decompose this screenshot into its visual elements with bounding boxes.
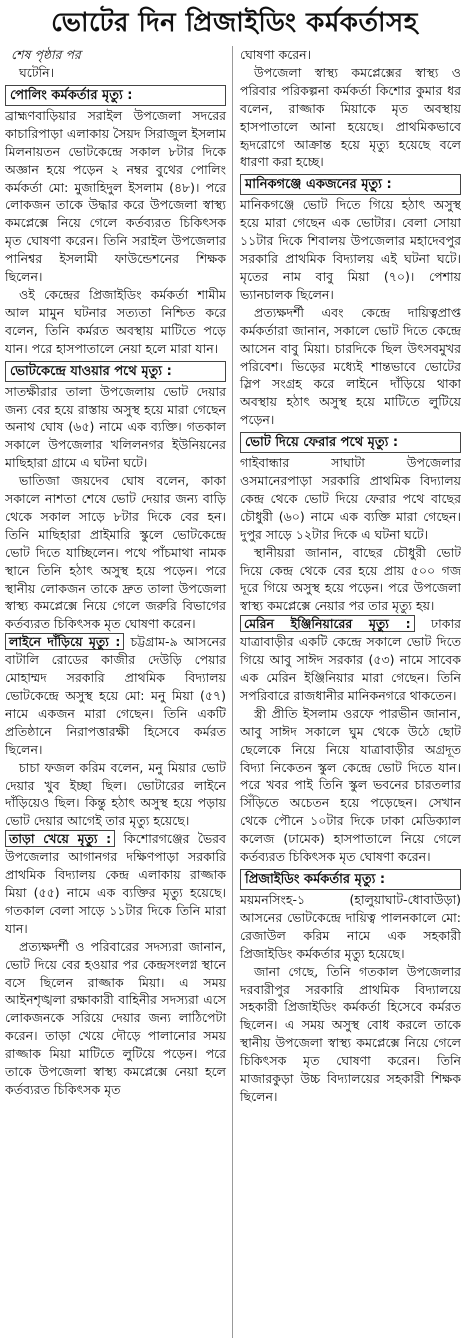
section-subheading: পোলিং কর্মকর্তার মৃত্যু :: [5, 85, 226, 106]
article-paragraph: [5, 759, 226, 831]
article-paragraph: [240, 196, 461, 303]
article-paragraph: [240, 46, 461, 64]
article-headline: ভোটের দিন প্রিজাইডিং কর্মকর্তাসহ: [51, 8, 418, 38]
article-paragraph: [5, 64, 226, 82]
article-paragraph: [5, 633, 226, 758]
article-columns: [5, 46, 464, 1338]
right-column-body: [240, 46, 461, 1106]
paragraph-text: প্রত্যক্ষদর্শী ও পরিবারের সদস্যরা জানান, ভোট দিয়ে বের হওয়ার পর কেন্দ্রসংলগ্ন স্থানে বসে ছিলেন রাজ্জাক মিয়া। এ সময় আইনশৃঙ্খলা রক্ষাকারী বাহিনীর সদস্যরা এসে লোকজনকে সরিয়ে দেয়ার জন্য লাঠিপেটা করেন। তাড়া খেয়ে দৌড়ে পালানোর সময় রাজ্জাক মিয়া মাটিতে লুটিয়ে পড়েন। পরে তাকে উপজেলা স্বাস্থ্য কমপ্লেক্সে নেয়া হলে কর্তব্যরত চিকিৎসক মৃত: [5, 938, 226, 1097]
article-paragraph: [5, 830, 226, 937]
paragraph-text: ওই কেন্দ্রের প্রিজাইডিং কর্মকর্তা শামীম আল মামুন ঘটনার সত্যতা নিশ্চিত করে বলেন, তিনি কর্মরত অবস্থায় মাটিতে পড়ে যান। পরে হাসপাতালে নেয়া হলে মারা যান।: [5, 286, 226, 356]
paragraph-text: ঘোষণা করেন।: [240, 47, 312, 62]
continued-from-note: শেষ পৃষ্ঠার পর: [11, 47, 81, 62]
section-subheading: ভোটকেন্দ্রে যাওয়ার পথে মৃত্যু :: [5, 361, 226, 382]
article-paragraph: [240, 705, 461, 866]
section-subheading: তাড়া খেয়ে মৃত্যু :: [5, 830, 115, 847]
left-column: [5, 46, 233, 1338]
article-paragraph: [240, 304, 461, 429]
section-subheading: ভোট দিয়ে ফেরার পথে মৃত্যু :: [240, 432, 461, 453]
section-subheading: মানিকগঞ্জে একজনের মৃত্যু :: [240, 174, 461, 195]
article-paragraph: [5, 107, 226, 286]
paragraph-text: মানিকগঞ্জে ভোট দিতে গিয়ে হঠাৎ অসুস্থ হয়ে মারা গেছেন এক ভোটার। বেলা সোয়া ১১টার দিকে শিবালয় উপজেলার মহাদেবপুর সরকারি প্রাথমিক বিদ্যালয় এই ঘটনা ঘটে। মৃতের নাম বাবু মিয়া (৭০)। পেশায় ভ্যানচালক ছিলেন।: [240, 197, 461, 302]
paragraph-text: ঘটেনি।: [19, 65, 55, 80]
section-subheading: লাইনে দাঁড়িয়ে মৃত্যু :: [5, 633, 124, 650]
left-column-body: [5, 64, 226, 1099]
article-paragraph: [240, 64, 461, 171]
article-paragraph: [240, 891, 461, 963]
paragraph-text: জানা গেছে, তিনি গতকাল উপজেলার দরবারীপুর সরকারি প্রাথমিক বিদ্যালয়ে সহকারী প্রিজাইডিং কর্মকর্তা হিসেবে কর্মরত ছিলেন। এ সময় অসুস্থ বোধ করলে তাকে স্থানীয় উপজেলা স্বাস্থ্য কমপ্লেক্সে নিয়ে গেলে চিকিৎসক মৃত ঘোষণা করেন। তিনি মাজারকুড়া উচ্চ বিদ্যালয়ের সহকারী শিক্ষক ছিলেন।: [240, 963, 461, 1104]
paragraph-text: চাচা ফজল করিম বলেন, মনু মিয়ার ভোট দেয়ার খুব ইচ্ছা ছিল। ভোটারের লাইনে দাঁড়িয়েও ছিল। কিন্তু হঠাৎ অসুস্থ হয়ে পড়ায় ভোট দেয়ার আগেই তার মৃত্যু হয়েছে।: [5, 759, 226, 829]
article-paragraph: [5, 938, 226, 1099]
article-paragraph: [5, 286, 226, 358]
paragraph-text: ময়মনসিংহ-১ (হালুয়াঘাট-ধোবাউড়া) আসনের ভোটকেন্দ্রে দায়িত্ব পালনকালে মো: রেজাউল করিম নামে এক সহকারী প্রিজাইডিং কর্মকর্তার মৃত্যু হয়েছে।: [240, 891, 461, 961]
paragraph-text: স্ত্রী প্রীতি ইসলাম ওরফে পারভীন জানান, আবু সাঈদ সকালে ঘুম থেকে উঠে ছোট ছেলেকে নিয়ে নিয়ে যাত্রাবাড়ীর অগ্রদূত বিদ্যা নিকেতন স্কুল কেন্দ্রে ভোট দিতে যান। পরে খবর পাই তিনি স্কুল ভবনের চারতলার সিঁড়িতে অচেতন হয়ে পড়েছেন। সেখান থেকে পৌনে ১০টার দিকে ঢাকা মেডিক্যাল কলেজ (ঢামেক) হাসপাতালে নিয়ে গেলে কর্তব্যরত চিকিৎসক মৃত ঘোষণা করেন।: [240, 705, 461, 865]
paragraph-text: ঢাকার যাত্রাবাড়ীর একটি কেন্দ্রে সকালে ভোট দিতে গিয়ে আবু সাঈদ সরকার (৫৩) নামে সাবেক এক মেরিন ইঞ্জিনিয়ার মারা গেছেন। তিনি সপরিবারে রাজধানীর মানিকনগরে থাকতেন।: [240, 616, 461, 703]
section-subheading: প্রিজাইডিং কর্মকর্তার মৃত্যু :: [240, 869, 461, 890]
right-column: [233, 46, 461, 1338]
article-paragraph: [240, 544, 461, 616]
article-paragraph: [5, 472, 226, 633]
article-paragraph: [240, 615, 461, 705]
paragraph-text: কিশোরগঞ্জের ভৈরব উপজেলার আগানগর দক্ষিণপাড়া সরকারি প্রাথমিক বিদ্যালয় কেন্দ্র এলাকায় রাজ্জাক মিয়া (৫৫) নামে এক ব্যক্তির মৃত্যু হয়েছে। গতকাল বেলা সাড়ে ১১টার দিকে তিনি মারা যান।: [5, 831, 226, 936]
paragraph-text: স্থানীয়রা জানান, বাছের চৌধুরী ভোট দিয়ে কেন্দ্র থেকে বের হয়ে প্রায় ৫০০ গজ দূরে গিয়ে অসুস্থ হয়ে পড়েন। পরে উপজেলা স্বাস্থ্য কমপ্লেক্সে নেয়ার পর তার মৃত্যু হয়।: [240, 544, 461, 614]
section-subheading: মেরিন ইঞ্জিনিয়ারের মৃত্যু :: [240, 615, 415, 632]
paragraph-text: প্রত্যক্ষদর্শী এবং কেন্দ্রে দায়িত্বপ্রাপ্ত কর্মকর্তারা জানান, সকালে ভোট দিতে কেন্দ্রে আসেন বাবু মিয়া। চারদিকে ছিল উৎসবমুখর পরিবেশ। ভিড়ের মধ্যেই শান্তভাবে ভোটের স্লিপ সংগ্রহ করে লাইনে দাঁড়িয়ে থাকা অবস্থায় হঠাৎ অসুস্থ হয়ে মাটিতে লুটিয়ে পড়েন।: [240, 304, 461, 428]
paragraph-text: ব্রাহ্মণবাড়িয়ার সরাইল উপজেলা সদরের কাচারিপাড়া এলাকায় সৈয়দ সিরাজুল ইসলাম মিলনায়তন ভোটকেন্দ্রে সকাল ৮টার দিকে অজ্ঞান হয়ে পড়েন ২ নম্বর বুথের পোলিং কর্মকর্তা মো: মুজাহিদুল ইসলাম (৪৮)। পরে লোকজন তাকে উদ্ধার করে উপজেলা স্বাস্থ্য কমপ্লেক্সে নিয়ে গেলে কর্তব্যরত চিকিৎসক মৃত ঘোষণা করেন। তিনি সরাইল উপজেলার পানিশ্বর ইসলামী ফাউন্ডেশনের শিক্ষক ছিলেন।: [5, 107, 226, 285]
article-paragraph: [5, 383, 226, 473]
article-paragraph: [240, 454, 461, 544]
paragraph-text: চট্টগ্রাম-৯ আসনের বাটালি রোডের কাজীর দেউড়ি পেয়ার মোহাম্মদ সরকারি প্রাথমিক বিদ্যালয় ভোটকেন্দ্রে অসুস্থ হয়ে মো: মনু মিয়া (৫৭) নামে একজন মারা গেছেন। তিনি একটি প্রতিষ্ঠানে নিরাপত্তারক্ষী হিসেবে কর্মরত ছিলেন।: [5, 634, 226, 757]
paragraph-text: সাতক্ষীরার তালা উপজেলায় ভোট দেয়ার জন্য বের হয়ে রাস্তায় অসুস্থ হয়ে মারা গেছেন অনাথ ঘোষ (৬৫) নামে এক ব্যক্তি। গতকাল সকালে উপজেলার খলিলনগর ইউনিয়নের মাছিহারা গ্রামে এ ঘটনা ঘটে।: [5, 383, 226, 471]
paragraph-text: ভাতিজা জয়দেব ঘোষ বলেন, কাকা সকালে নাশতা শেষে ভোট দেয়ার জন্য বাড়ি থেকে সকাল সাড়ে ৮টার দিকে বের হন। তিনি মাছিহারা প্রাইমারি স্কুলে ভোটকেন্দ্রে ভোট দিতে যাচ্ছিলেন। পথে পাঁচমাথা নামক স্থানে তিনি হঠাৎ অসুস্থ হয়ে পড়েন। পরে স্থানীয় লোকজন তাকে দ্রুত তালা উপজেলা স্বাস্থ্য কমপ্লেক্সে নিয়ে গেলে জরুরি বিভাগের কর্তব্যরত চিকিৎসক মৃত ঘোষণা করেন।: [5, 473, 226, 632]
paragraph-text: গাইবান্ধার সাঘাটা উপজেলার ওসমানেরপাড়া সরকারি প্রাথমিক বিদ্যালয় কেন্দ্র থেকে ভোট দিয়ে ফেরার পথে বাছের চৌধুরী (৬০) নামে এক ব্যক্তি মারা গেছেন। দুপুর সাড়ে ১২টার দিকে এ ঘটনা ঘটে।: [240, 455, 461, 542]
article-paragraph: [240, 963, 461, 1106]
paragraph-text: উপজেলা স্বাস্থ্য কমপ্লেক্সের স্বাস্থ্য ও পরিবার পরিকল্পনা কর্মকর্তা কিশোর কুমার ধর বলেন, রাজ্জাক মিয়াকে মৃত অবস্থায় হাসপাতালে আনা হয়েছে। প্রাথমিকভাবে হৃদরোগে আক্রান্ত হয়ে মৃত্যু হয়েছে বলে ধারণা করা হচ্ছে।: [240, 64, 461, 170]
